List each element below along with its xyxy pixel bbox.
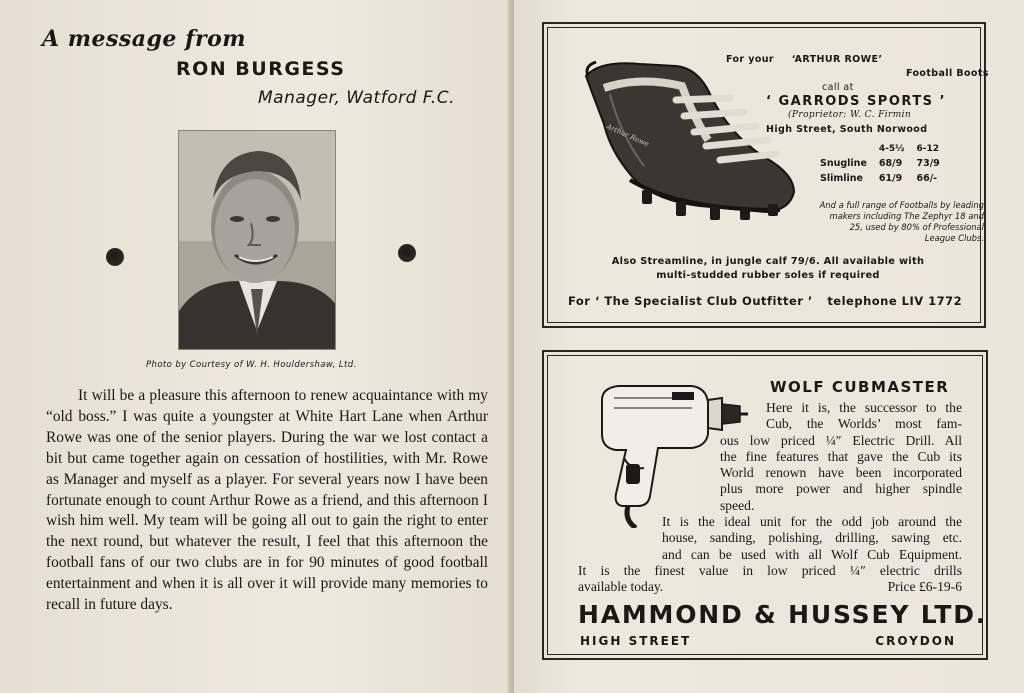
message-heading: A message from xyxy=(42,26,247,52)
photo-credit: Photo by Courtesy of W. H. Houldershaw, Ltd. xyxy=(146,360,357,370)
description-line: It is the ideal unit for the odd job around the xyxy=(662,514,962,530)
garrods-footer xyxy=(568,294,972,308)
price-row xyxy=(814,156,946,171)
advert-inner-border xyxy=(547,27,989,323)
price-row xyxy=(814,171,946,186)
footballs-note: And a full range of Footballs by leading makers including The Zephyr 18 and 25, used by 80% of Professional League Clubs. xyxy=(819,200,984,243)
product-description xyxy=(578,400,962,596)
message-body: It will be a pleasure this afternoon to renew acquaintance with my “old boss.” I was quite a youngster at White Hart Lane when Arthur Rowe was one of the senior players. During the war we lost contact a bit but came together again on cessation of hostilities, with Mr. Rowe as Manager and myself as a player. For several years now I have been fortunate enough to count Arthur Rowe as a friend, and this afternoon I wish him well. My team will be going all out to gain the right to enter the next round, but whatever the result, I feel that this afternoon the football fans of our two clubs are in for 90 minutes of good football entertainment and when it is all over it will provide many memories to recall in future days. xyxy=(46,387,488,614)
description-line-final xyxy=(578,579,962,595)
boot-product: Football Boots xyxy=(906,68,989,79)
punch-hole xyxy=(398,244,416,262)
svg-text:Arthur Rowe: Arthur Rowe xyxy=(605,122,650,149)
product-price: Price £6-19-6 xyxy=(887,579,962,595)
price-table xyxy=(814,142,946,186)
company-name: HAMMOND & HUSSEY LTD. xyxy=(578,600,988,629)
company-town: CROYDON xyxy=(875,634,956,648)
description-line: ous low priced ¼″ Electric Drill. All xyxy=(720,432,962,448)
description-line: speed. xyxy=(720,497,755,513)
price-header-size-a: 4-5½ xyxy=(878,144,905,154)
description-line: available today. xyxy=(578,579,664,595)
advert-inner-border xyxy=(547,355,988,655)
description-line: Here it is, the successor to the xyxy=(766,400,962,415)
boot-brand: ‘ARTHUR ROWE’ xyxy=(791,54,883,65)
shop-address: High Street, South Norwood xyxy=(766,124,928,135)
portrait-photo xyxy=(178,130,336,350)
garrods-sports-advert xyxy=(542,22,989,328)
description-line: World renown have been incorporated xyxy=(720,465,962,481)
author-name: RON BURGESS xyxy=(176,58,346,80)
price-value: 61/9 xyxy=(878,173,903,184)
price-header-size-b: 6-12 xyxy=(916,144,939,154)
description-line: It is the finest value in low priced ¼″ electric drills xyxy=(578,562,962,578)
price-value: 66/- xyxy=(916,173,938,184)
description-line: Cub, the Worlds’ most fam- xyxy=(766,416,962,432)
description-line: house, sanding, polishing, drilling, sawing etc. xyxy=(662,530,962,546)
price-header-blank xyxy=(814,142,873,156)
company-street: HIGH STREET xyxy=(580,634,692,648)
footer-slogan: For ‘ The Specialist Club Outfitter ’ xyxy=(568,294,813,308)
price-value: 68/9 xyxy=(878,158,903,169)
proprietor-text: (Proprietor: W. C. Firmin xyxy=(788,110,912,120)
boot-intro: For your xyxy=(726,54,774,65)
description-line: and can be used with all Wolf Cub Equipment. xyxy=(662,546,962,562)
streamline-line-2: multi-studded rubber soles if required xyxy=(656,270,880,281)
description-line: the fine features that gave the Cub its xyxy=(720,448,962,464)
author-role: Manager, Watford F.C. xyxy=(258,88,456,108)
price-value: 73/9 xyxy=(916,158,940,169)
model-name: Snugline xyxy=(820,158,867,169)
product-title: WOLF CUBMASTER xyxy=(770,378,950,396)
wolf-cubmaster-advert xyxy=(542,350,988,660)
football-boot-illustration xyxy=(580,54,802,224)
streamline-line-1: Also Streamline, in jungle calf 79/6. All available with xyxy=(611,256,925,267)
punch-hole xyxy=(106,248,124,266)
shop-name: ‘ GARRODS SPORTS ’ xyxy=(766,94,947,109)
call-at-text: call at xyxy=(822,82,854,93)
description-line: plus more power and higher spindle xyxy=(720,481,962,497)
model-name: Slimline xyxy=(820,173,863,184)
footer-telephone: telephone LIV 1772 xyxy=(827,294,963,308)
